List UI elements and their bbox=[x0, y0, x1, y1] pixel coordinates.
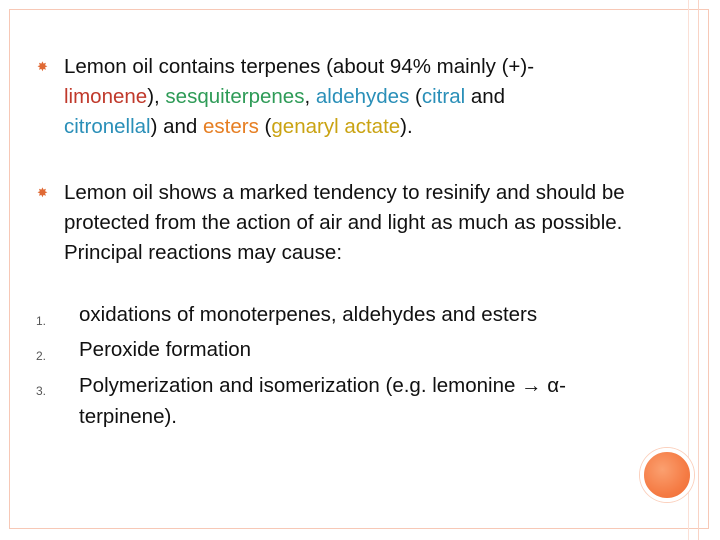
term-limonene: limonene bbox=[64, 85, 148, 108]
reaction-list bbox=[0, 300, 720, 428]
list-item-text: Polymerization and isomerization (e.g. lemonine → α-terpinene). bbox=[79, 374, 566, 428]
list-number: 3. bbox=[36, 384, 47, 398]
list-item bbox=[0, 335, 720, 370]
text-run: Lemon oil contains terpenes (about 94% mainly (+)- bbox=[64, 55, 535, 78]
bullet-icon: ✸ bbox=[37, 185, 48, 200]
term-sesquiterpenes: sesquiterpenes bbox=[165, 85, 305, 108]
list-item-text: Peroxide formation bbox=[79, 338, 252, 361]
term-aldehydes: aldehydes bbox=[315, 85, 410, 108]
text-run: , bbox=[304, 85, 316, 108]
list-item-text: oxidations of monoterpenes, aldehydes and esters bbox=[79, 303, 538, 326]
term-genaryl-actate: genaryl actate bbox=[271, 115, 401, 138]
paragraph-reactions: Lemon oil shows a marked tendency to resinify and should be protected from the action of air and light as much as possible. Principal reactions may cause: bbox=[64, 181, 625, 264]
list-item bbox=[0, 300, 720, 335]
bullet-icon: ✸ bbox=[37, 59, 48, 74]
term-esters: esters bbox=[203, 115, 259, 138]
term-citronellal: citronellal bbox=[64, 115, 151, 138]
list-number: 2. bbox=[36, 349, 47, 363]
list-item bbox=[0, 370, 720, 428]
term-citral: citral bbox=[421, 85, 466, 108]
text-run: ) and bbox=[150, 115, 204, 138]
text-run: ( bbox=[258, 115, 272, 138]
list-number: 1. bbox=[36, 314, 47, 328]
text-run: ( bbox=[409, 85, 422, 108]
text-run: and bbox=[465, 85, 506, 108]
paragraph-composition bbox=[64, 52, 634, 142]
text-run: ), bbox=[147, 85, 166, 108]
text-run: ). bbox=[400, 115, 413, 138]
